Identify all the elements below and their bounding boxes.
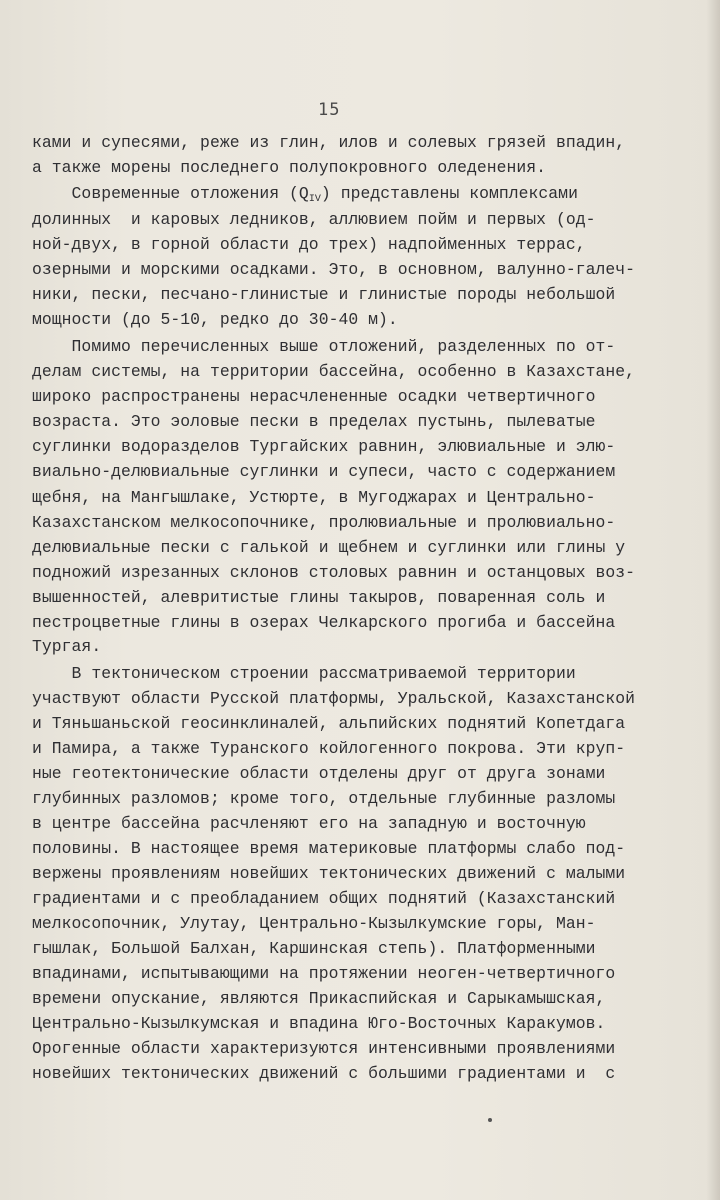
- text-segment: ) представлены комплексами: [320, 184, 578, 203]
- text-line: возраста. Это эоловые пески в пределах пустынь, пылеватые: [32, 412, 596, 431]
- text-line: впадинами, испытывающими на протяжении неоген-четвертичного: [32, 964, 616, 983]
- text-line: В тектоническом строении рассматриваемой территории: [32, 664, 576, 683]
- text-line: [32, 184, 578, 205]
- text-line: широко распространены нерасчлененные осадки четвертичного: [32, 387, 596, 406]
- text-line: Центрально-Кызылкумская и впадина Юго-Восточных Каракумов.: [32, 1014, 606, 1033]
- text-line: вышенностей, алевритистые глины такыров, поваренная соль и: [32, 588, 606, 607]
- text-line: новейших тектонических движений с большими градиентами и с: [32, 1064, 616, 1083]
- text-line: глубинных разломов; кроме того, отдельные глубинные разломы: [32, 789, 616, 808]
- text-line: пестроцветные глины в озерах Челкарского прогиба и бассейна: [32, 613, 616, 632]
- text-line: виально-делювиальные суглинки и супеси, часто с содержанием: [32, 462, 616, 481]
- text-line: делам системы, на территории бассейна, особенно в Казахстане,: [32, 362, 636, 381]
- text-line: гышлак, Большой Балхан, Каршинская степь). Платформенными: [32, 939, 596, 958]
- text-line: Помимо перечисленных выше отложений, разделенных по от-: [32, 337, 616, 356]
- text-line: Казахстанском мелкосопочнике, пролювиальные и пролювиально-: [32, 513, 616, 532]
- page-number: 15: [318, 100, 341, 120]
- text-line: участвуют области Русской платформы, Уральской, Казахстанской: [32, 689, 636, 708]
- text-line: ные геотектонические области отделены друг от друга зонами: [32, 764, 606, 783]
- text-line: суглинки водоразделов Тургайских равнин, элювиальные и элю-: [32, 437, 616, 456]
- text-line: а также морены последнего полупокровного оледенения.: [32, 158, 547, 177]
- text-line: мелкосопочник, Улутау, Центрально-Кызылкумские горы, Ман-: [32, 914, 596, 933]
- text-line: и Памира, а также Туранского койлогенного покрова. Эти круп-: [32, 739, 626, 758]
- text-line: мощности (до 5-10, редко до 30-40 м).: [32, 310, 398, 329]
- text-line: и Тяньшаньской геосинклиналей, альпийских поднятий Копетдага: [32, 714, 626, 733]
- text-line: Тургая.: [32, 637, 102, 656]
- text-line: ники, пески, песчано-глинистые и глинистые породы небольшой: [32, 285, 616, 304]
- text-line: времени опускание, являются Прикаспийская и Сарыкамышская,: [32, 989, 606, 1008]
- text-line: озерными и морскими осадками. Это, в основном, валунно-галеч-: [32, 260, 636, 279]
- text-line: ной-двух, в горной области до трех) надпойменных террас,: [32, 235, 586, 254]
- page-edge-shadow: [706, 0, 720, 1200]
- ink-dot: [488, 1118, 492, 1122]
- text-line: долинных и каровых ледников, аллювием пойм и первых (од-: [32, 210, 596, 229]
- text-line: в центре бассейна расчленяют его на западную и восточную: [32, 814, 586, 833]
- formula-symbol: Q: [298, 184, 309, 203]
- text-line: подножий изрезанных склонов столовых равнин и останцовых воз-: [32, 563, 636, 582]
- text-line: градиентами и с преобладанием общих поднятий (Казахстанский: [32, 889, 616, 908]
- text-segment: Современные отложения (: [32, 184, 299, 203]
- formula-subscript: IV: [308, 194, 321, 205]
- text-line: вержены проявлениям новейших тектонических движений с малыми: [32, 864, 626, 883]
- text-line: делювиальные пески с галькой и щебнем и суглинки или глины у: [32, 538, 626, 557]
- text-line: половины. В настоящее время материковые платформы слабо под-: [32, 839, 626, 858]
- text-line: Орогенные области характеризуются интенсивными проявлениями: [32, 1039, 616, 1058]
- text-line: щебня, на Мангышлаке, Устюрте, в Мугоджарах и Центрально-: [32, 488, 596, 507]
- text-line: ками и супесями, реже из глин, илов и солевых грязей впадин,: [32, 133, 626, 152]
